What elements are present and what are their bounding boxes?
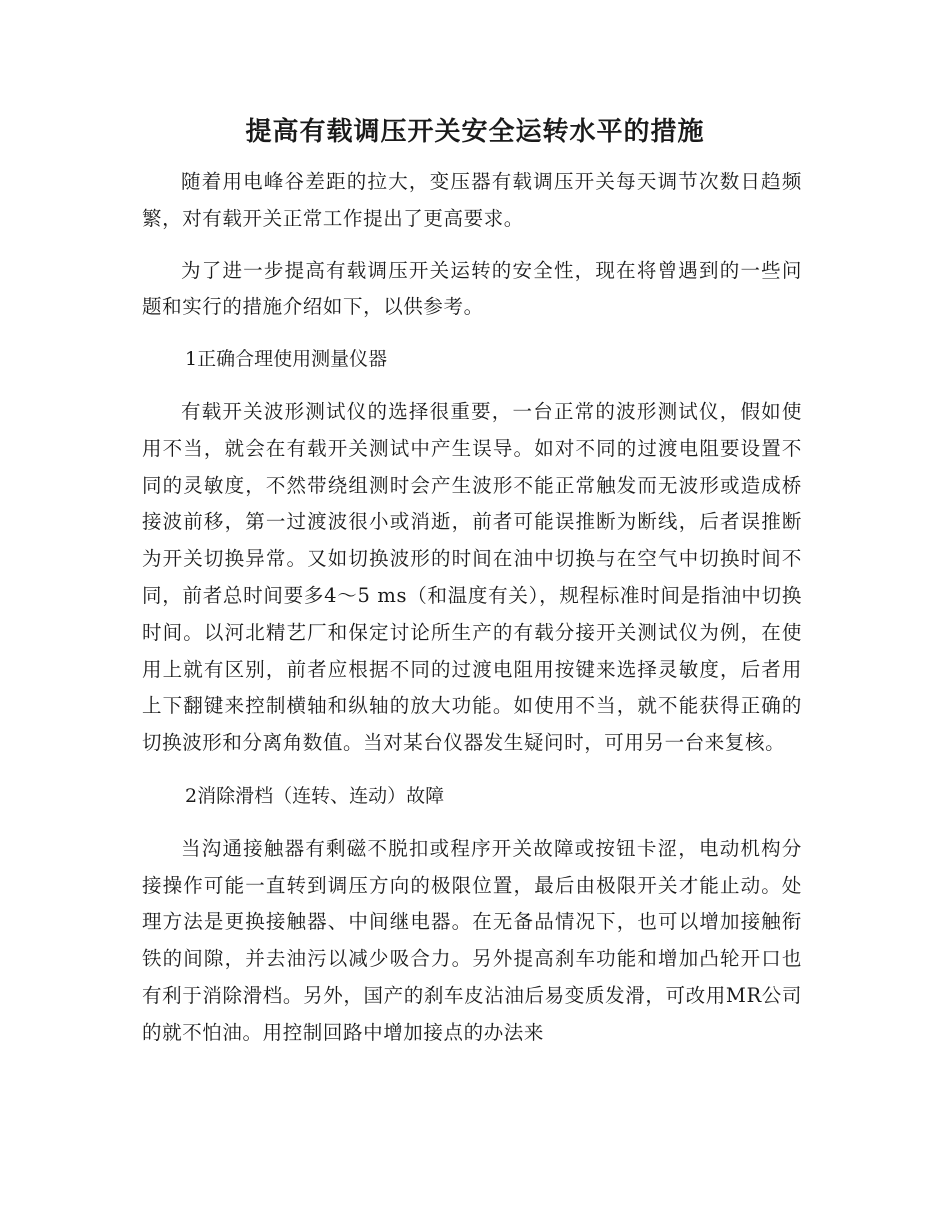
section-heading-1: 1正确合理使用测量仪器 — [185, 348, 388, 371]
paragraph-purpose: 为了进一步提高有载调压开关运转的安全性，现在将曾遇到的一些问题和实行的措施介绍如下，以供参考。 — [142, 258, 802, 319]
paragraph-spacer — [142, 238, 802, 253]
paragraph-intro: 随着用电峰谷差距的拉大，变压器有载调压开关每天调节次数日趋频繁，对有载开关正常工作提出了更高要求。 — [142, 170, 802, 230]
paragraph-spacer — [142, 378, 802, 394]
paragraph-spacer — [142, 762, 802, 778]
paragraph-section-2: 当沟通接触器有剩磁不脱扣或程序开关故障或按钮卡涩，电动机构分接操作可能一直转到调压方向的极限位置，最后由极限开关才能止动。处理方法是更换接触器、中间继电器。在无备品情况下，也可以增加接触衔铁的间隙，并去油污以减少吸合力。另外提高刹车功能和增加凸轮开口也有利于消除滑档。另外，国产的刹车皮沾油后易变质发滑，可改用MR公司的就不怕油。用控制回路中增加接点的办法来 — [142, 836, 802, 1044]
document-body — [142, 164, 802, 1052]
paragraph-spacer — [142, 815, 802, 831]
paragraph-spacer — [142, 326, 802, 341]
section-heading-2: 2消除滑档（连转、连动）故障 — [185, 784, 445, 807]
paragraph-section-1: 有载开关波形测试仪的选择很重要，一台正常的波形测试仪，假如使用不当，就会在有载开关测试中产生误导。如对不同的过渡电阻要设置不同的灵敏度，不然带绕组测时会产生波形不能正常触发而无波形或造成桥接波前移，第一过渡波很小或消逝，前者可能误推断为断线，后者误推断为开关切换异常。又如切换波形的时间在油中切换与在空气中切换时间不同，前者总时间要多4～5 ms（和温度有关），规程标准时间是指油中切换时间。以河北精艺厂和保定讨论所生产的有载分接开关测试仪为例，在使用上就有区别，前者应根据不同的过渡电阻用按键来选择灵敏度，后者用上下翻键来控制横轴和纵轴的放大功能。如使用不当，就不能获得正确的切换波形和分离角数值。当对某台仪器发生疑问时，可用另一台来复核。 — [142, 399, 802, 755]
document-title: 提高有载调压开关安全运转水平的措施 — [245, 117, 705, 147]
